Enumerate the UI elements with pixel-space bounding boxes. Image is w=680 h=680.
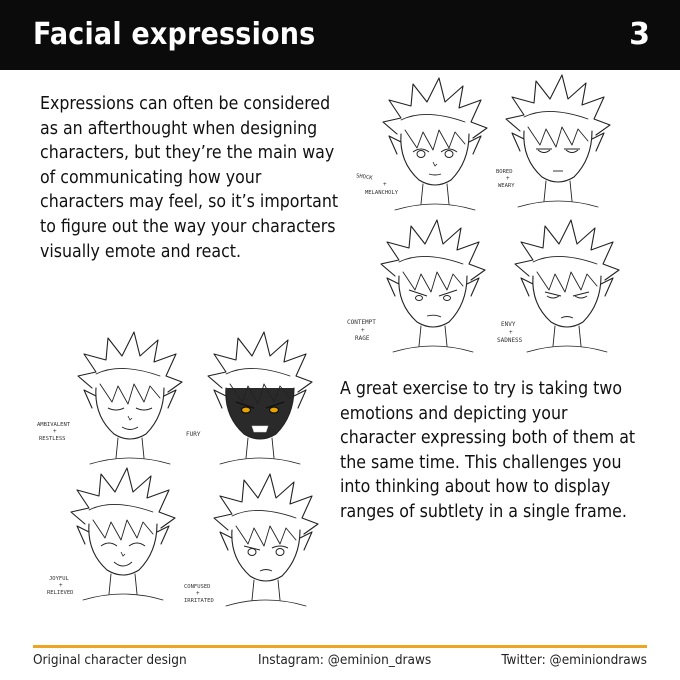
page-title: Facial expressions [33, 17, 316, 52]
sketch-ambivalent-restless [35, 322, 185, 452]
footer-instagram: Instagram: @eminion_draws [258, 652, 432, 668]
sketch-label-plus: + [361, 327, 365, 334]
sketch-fury [180, 328, 320, 468]
sketch-label-line1: SHOCK [355, 173, 373, 182]
sketch-shock-melancholy [355, 80, 495, 205]
sketch-label-line1: FURY [186, 431, 201, 438]
sketch-label-plus: + [59, 582, 63, 589]
sketch-contempt-rage [345, 210, 495, 370]
sketch-label-plus: + [509, 329, 513, 336]
sketch-label-plus: + [506, 175, 510, 182]
sketch-label-line1: ENVY [501, 321, 516, 328]
intro-paragraph: Expressions can often be considered as an afterthought when designing characters, but they’re the main way of communicating how your characters may feel, so it’s important to figure out the way your characters visually emote and react. [40, 94, 339, 262]
page-number: 3 [629, 17, 650, 52]
footer-twitter: Twitter: @eminiondraws [501, 652, 647, 668]
sketch-joyful-relieved [45, 470, 195, 600]
sketch-label-line2: RAGE [355, 335, 370, 342]
sketch-bored-weary [490, 75, 640, 200]
sketch-label-plus: + [196, 590, 200, 597]
sketch-label-line1: JOYFUL [49, 576, 69, 582]
sketch-label-line2: IRRITATED [184, 598, 214, 604]
sketch-label-line2: RELIEVED [47, 590, 74, 596]
footer-credit: Original character design [33, 652, 187, 668]
sketch-label-line2: SADNESS [497, 337, 523, 344]
sketch-label-line2: RESTLESS [39, 436, 66, 442]
footer-divider [33, 645, 647, 648]
sketch-label-line2: WEARY [498, 183, 515, 189]
exercise-paragraph: A great exercise to try is taking two emotions and depicting your character expressing both of them at the same time. This challenges you into thinking about how to display ranges of subtlety in a single frame. [340, 379, 636, 522]
header-bar [0, 0, 680, 70]
sketch-label-plus: + [383, 181, 387, 188]
sketch-label-plus: + [53, 428, 57, 435]
sketch-label-line1: BORED [496, 169, 513, 175]
sketch-envy-sadness [495, 220, 640, 365]
sketch-label-line1: AMBIVALENT [37, 422, 71, 428]
sketch-label-line2: MELANCHOLY [365, 190, 399, 196]
sketch-label-line1: CONFUSED [184, 584, 211, 590]
sketch-confused-irritated [180, 480, 330, 610]
sketch-label-line1: CONTEMPT [347, 319, 376, 326]
